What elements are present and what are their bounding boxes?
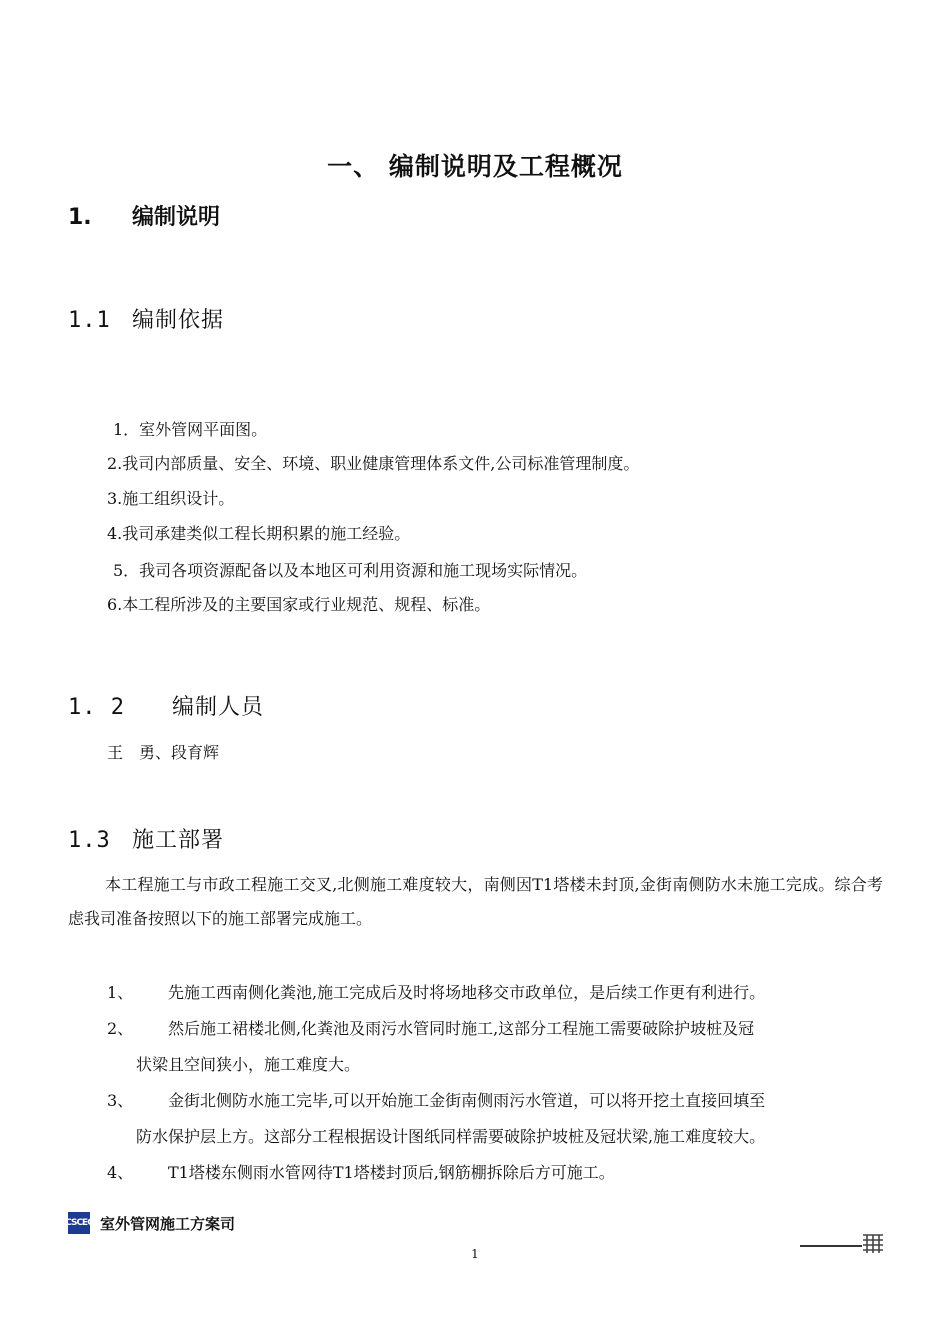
- section-number: 1.1: [68, 308, 111, 333]
- basis-item-3: 3.施工组织设计。: [107, 489, 235, 508]
- section-heading-1: [68, 200, 220, 231]
- step-number: 4、: [107, 1163, 134, 1182]
- section-label: 编制依据: [132, 308, 225, 333]
- section-heading-1-2: [68, 690, 264, 721]
- step-item-1: [107, 975, 883, 1011]
- company-logo-icon: [65, 1212, 93, 1234]
- step-text: 金街北侧防水施工完毕,可以开始施工金街南侧雨污水管道，可以将开挖土直接回填至: [168, 1091, 766, 1110]
- section-number: 1. 2: [68, 695, 125, 720]
- section-number: 1.: [68, 205, 92, 230]
- step-text: 然后施工裙楼北侧,化粪池及雨污水管同时施工,这部分工程施工需要破除护坡桩及冠: [168, 1019, 755, 1038]
- step-text-cont: 状梁且空间狭小，施工难度大。: [136, 1055, 361, 1074]
- section-number: 1.3: [68, 828, 111, 853]
- basis-item-4: 4.我司承建类似工程长期积累的施工经验。: [107, 524, 411, 543]
- step-text: T1塔楼东侧雨水管网待T1塔楼封顶后,钢筋棚拆除后方可施工。: [168, 1163, 615, 1182]
- deploy-paragraph: 本工程施工与市政工程施工交叉,北侧施工难度较大，南侧因T1塔楼未封顶,金街南侧防水未施工完成。综合考虑我司准备按照以下的施工部署完成施工。: [68, 875, 883, 928]
- step-text: 先施工西南侧化粪池,施工完成后及时将场地移交市政单位，是后续工作更有利进行。: [168, 983, 766, 1002]
- section-label: 编制人员: [172, 695, 265, 720]
- step-number: 3、: [107, 1091, 134, 1110]
- step-item-4: [107, 1155, 883, 1191]
- footer-mark-icon: [862, 1232, 884, 1254]
- logo-text: CSCEC: [65, 1218, 93, 1228]
- staff-names: 王 勇、段育辉: [107, 743, 220, 762]
- section-label: 施工部署: [132, 828, 225, 853]
- section-heading-1-3: [68, 823, 224, 854]
- section-label: 编制说明: [132, 205, 221, 230]
- step-item-3: [107, 1083, 883, 1155]
- basis-item-6: 6.本工程所涉及的主要国家或行业规范、规程、标准。: [107, 595, 491, 614]
- page-title: 一、 编制说明及工程概况: [327, 152, 623, 181]
- basis-item-1: 1．室外管网平面图。: [113, 420, 268, 439]
- basis-item-5: 5．我司各项资源配备以及本地区可利用资源和施工现场实际情况。: [113, 561, 588, 580]
- step-number: 2、: [107, 1019, 134, 1038]
- footer-rule: [800, 1245, 862, 1247]
- basis-item-2: 2.我司内部质量、安全、环境、职业健康管理体系文件,公司标准管理制度。: [107, 454, 640, 473]
- step-item-2: [107, 1011, 883, 1083]
- page-number: 1: [471, 1247, 479, 1261]
- section-heading-1-1: [68, 303, 224, 334]
- step-text-cont: 防水保护层上方。这部分工程根据设计图纸同样需要破除护坡桩及冠状梁,施工难度较大。: [136, 1127, 766, 1146]
- footer-document-name: 室外管网施工方案司: [100, 1215, 236, 1233]
- step-number: 1、: [107, 983, 134, 1002]
